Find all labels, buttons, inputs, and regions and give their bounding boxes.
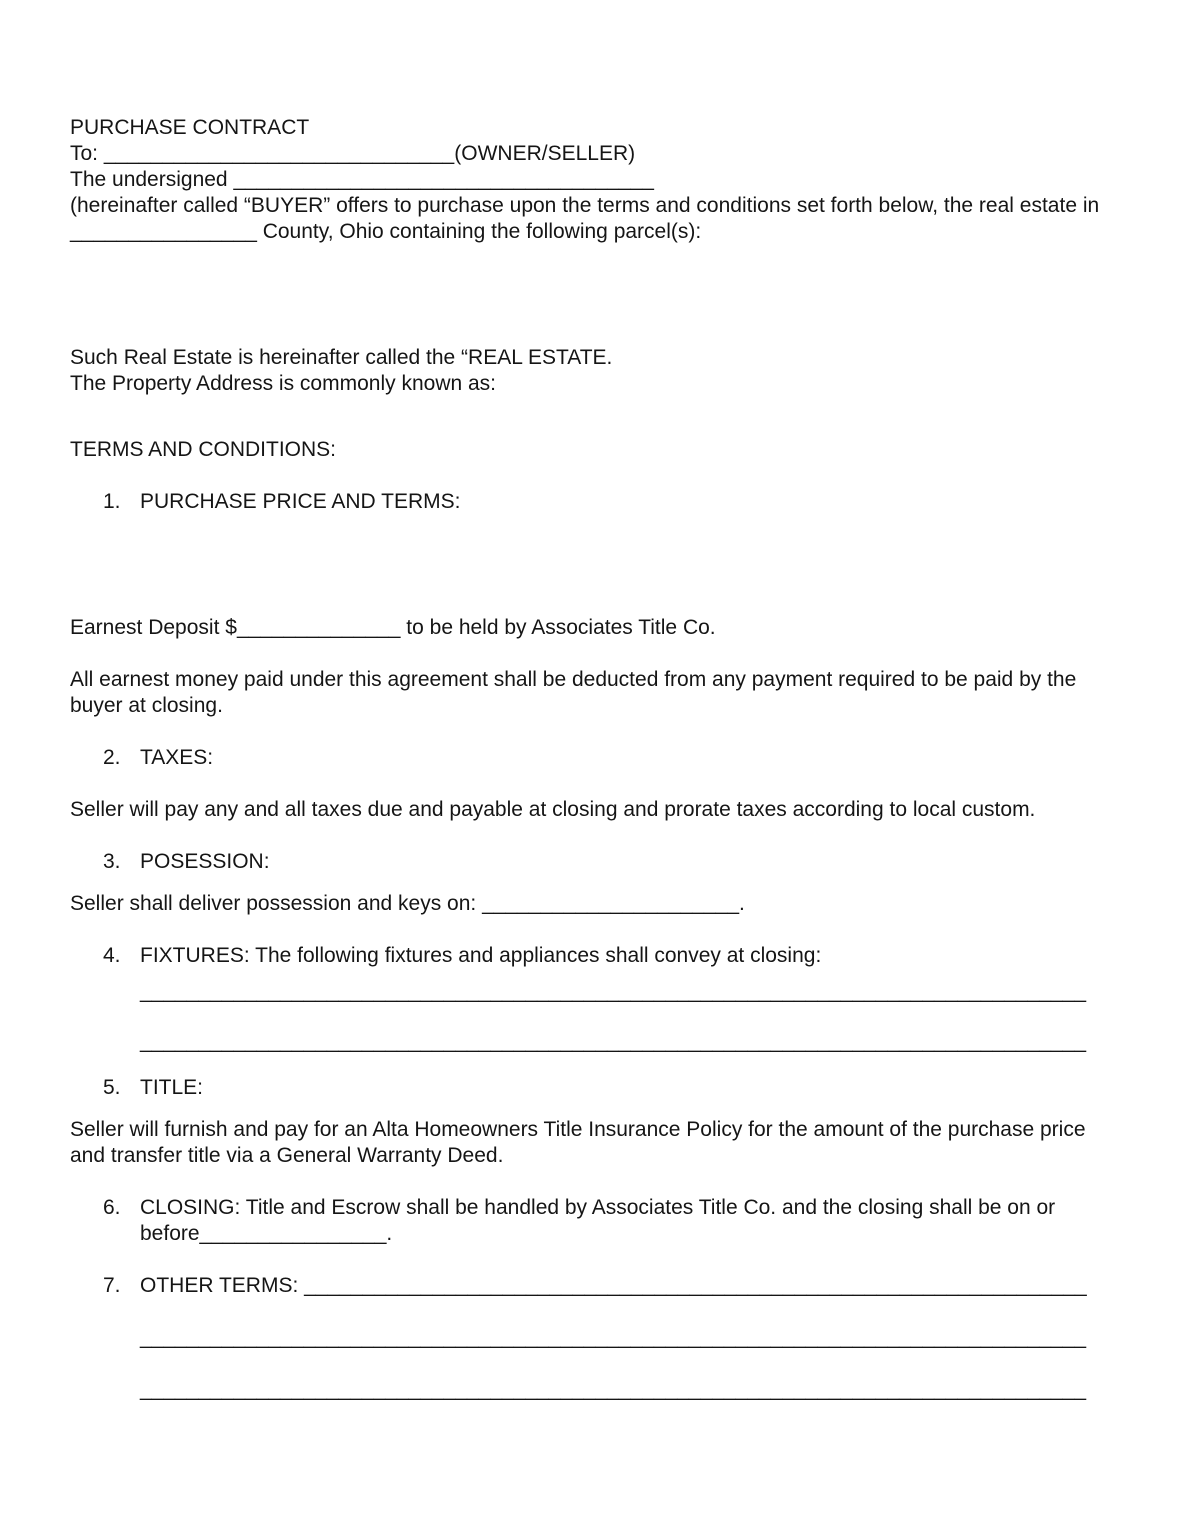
section-7-number: 7. [103, 1274, 121, 1297]
section-4-number: 4. [103, 944, 121, 967]
to-label: To: [70, 142, 104, 165]
property-address-line: The Property Address is commonly known as: [70, 372, 497, 395]
section-3-title: POSESSION: [140, 850, 270, 873]
other-terms-fill-line-2: _________________________________________________________________________________ [140, 1378, 1087, 1401]
section-4-heading [70, 943, 1120, 969]
section-3-number: 3. [103, 850, 121, 873]
other-terms-fill-line-1: _________________________________________________________________________________ [140, 1326, 1087, 1349]
county-clause: County, Ohio containing the following parcel(s): [256, 220, 702, 243]
possession-date-blank: ______________________ [482, 892, 740, 915]
title-paragraph-line-2: and transfer title via a General Warranty Deed. [70, 1144, 504, 1167]
undersigned-line [70, 167, 1120, 193]
section-3-heading [70, 849, 1120, 875]
earnest-deposit-line [70, 615, 1120, 641]
section-1-number: 1. [103, 490, 121, 513]
section-7-title: OTHER TERMS: [140, 1274, 305, 1297]
county-line [70, 219, 1120, 245]
closing-date-blank: ________________ [199, 1222, 387, 1245]
possession-clause: Seller shall deliver possession and keys on: [70, 892, 483, 915]
other-terms-blank: ___________________________________________________________________ [304, 1274, 1087, 1297]
section-1-heading [70, 489, 1120, 515]
section-6-heading [70, 1195, 1120, 1221]
county-blank: ________________ [70, 220, 257, 243]
document-title: PURCHASE CONTRACT [70, 116, 310, 139]
taxes-paragraph: Seller will pay any and all taxes due and payable at closing and prorate taxes according to local custom. [70, 798, 1036, 821]
earnest-paragraph-line-2: buyer at closing. [70, 694, 223, 717]
real-estate-line: Such Real Estate is hereinafter called the “REAL ESTATE. [70, 346, 613, 369]
section-7-heading [70, 1273, 1120, 1299]
closing-period: . [386, 1222, 393, 1245]
section-1-title: PURCHASE PRICE AND TERMS: [140, 490, 461, 513]
closing-before-label: before [140, 1222, 200, 1245]
terms-heading: TERMS AND CONDITIONS: [70, 438, 337, 461]
undersigned-label: The undersigned [70, 168, 234, 191]
section-4-title: FIXTURES: The following fixtures and appliances shall convey at closing: [140, 944, 822, 967]
section-5-heading [70, 1075, 1120, 1101]
title-paragraph-line-1: Seller will furnish and pay for an Alta Homeowners Title Insurance Policy for the amount of the purchase price [70, 1118, 1086, 1141]
section-2-title: TAXES: [140, 746, 214, 769]
section-2-heading [70, 745, 1120, 771]
buyer-clause-line: (hereinafter called “BUYER” offers to purchase upon the terms and conditions set forth below, the real estate in [70, 194, 1100, 217]
owner-seller-label: (OWNER/SELLER) [454, 142, 636, 165]
to-line [70, 141, 1120, 167]
earnest-paragraph-line-1: All earnest money paid under this agreement shall be deducted from any payment required to be paid by the [70, 668, 1077, 691]
section-5-number: 5. [103, 1076, 121, 1099]
section-6-title: CLOSING: Title and Escrow shall be handled by Associates Title Co. and the closing shall be on or [140, 1196, 1056, 1219]
earnest-amount-blank: ______________ [236, 616, 401, 639]
section-6-number: 6. [103, 1196, 121, 1219]
possession-line [70, 891, 1120, 917]
fixtures-fill-line-2: _________________________________________________________________________________ [140, 1030, 1087, 1053]
earnest-holder-clause: to be held by Associates Title Co. [400, 616, 716, 639]
earnest-deposit-label: Earnest Deposit $ [70, 616, 237, 639]
section-5-title: TITLE: [140, 1076, 204, 1099]
buyer-name-blank: ____________________________________ [233, 168, 654, 191]
fixtures-fill-line-1: _________________________________________________________________________________ [140, 980, 1087, 1003]
possession-period: . [739, 892, 745, 915]
closing-date-line [70, 1221, 1120, 1247]
owner-seller-blank: ______________________________ [103, 142, 455, 165]
section-2-number: 2. [103, 746, 121, 769]
